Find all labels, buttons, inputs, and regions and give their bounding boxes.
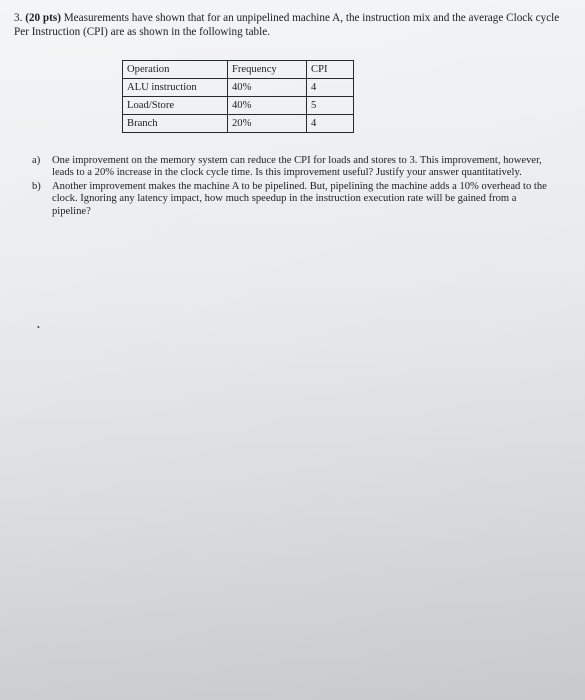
- table-row: [123, 115, 354, 133]
- part-label: a): [32, 155, 41, 166]
- cell-frequency: 20%: [228, 115, 307, 133]
- table-row: [123, 97, 354, 115]
- question-number: 3.: [14, 12, 23, 24]
- ink-speck-mark: •: [37, 323, 40, 332]
- cell-cpi: 5: [307, 97, 354, 115]
- cell-cpi: 4: [307, 79, 354, 97]
- question-text: Measurements have shown that for an unpipelined machine A, the instruction mix and the average Clock cycle Per Instruction (CPI) are as shown in the following table.: [14, 12, 560, 38]
- part-a: [32, 155, 552, 180]
- header-frequency: Frequency: [228, 61, 307, 79]
- cell-operation: Load/Store: [123, 97, 228, 115]
- question-points: (20 pts): [25, 12, 61, 24]
- cpi-table: [122, 60, 354, 133]
- part-text: One improvement on the memory system can reduce the CPI for loads and stores to 3. This improvement, however, leads to a 20% increase in the clock cycle time. Is this improvement useful? Justify your answer quantitatively.: [52, 155, 542, 179]
- cell-operation: ALU instruction: [123, 79, 228, 97]
- table-header-row: [123, 61, 354, 79]
- question-parts: [32, 155, 552, 219]
- question-intro: [14, 12, 562, 39]
- table-row: [123, 79, 354, 97]
- part-label: b): [32, 180, 41, 192]
- part-b: [32, 181, 552, 218]
- cell-frequency: 40%: [228, 97, 307, 115]
- part-text: Another improvement makes the machine A to be pipelined. But, pipelining the machine adds a 10% overhead to the clock. Ignoring any latency impact, how much speedup in the instruction execution rate will be gained from a pipeline?: [52, 180, 547, 217]
- header-operation: Operation: [123, 61, 228, 79]
- header-cpi: CPI: [307, 61, 354, 79]
- cell-cpi: 4: [307, 115, 354, 133]
- cell-frequency: 40%: [228, 79, 307, 97]
- cell-operation: Branch: [123, 115, 228, 133]
